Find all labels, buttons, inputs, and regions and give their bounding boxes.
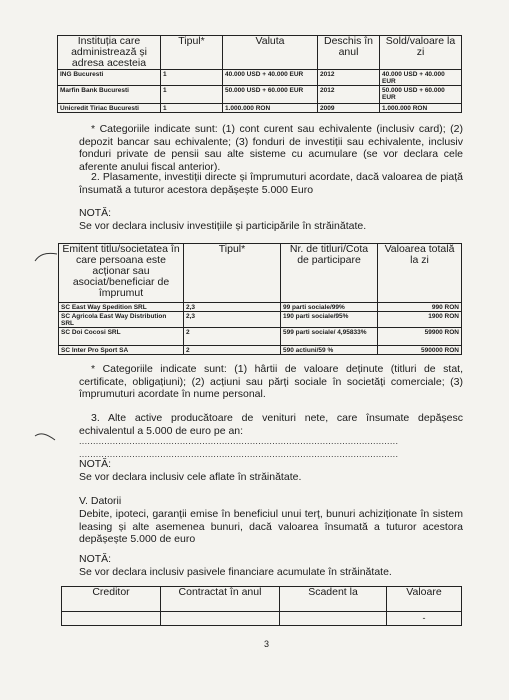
section-2-title: 2. Plasamente, investiții directe și împrumuturi acordate, dacă valoarea de piață însumată a tuturor acestora depășește 5.000 Euro <box>79 171 463 196</box>
categories-note-1: * Categoriile indicate sunt: (1) cont curent sau echivalente (inclusiv card); (2) depozit bancar sau echivalente; (3) fonduri de investiții sau echivalente, inclusiv fonduri private de pensii sau alte sisteme cu acumulare (se vor declara cele aferente anului fiscal anterior). <box>79 123 463 173</box>
table-row <box>59 328 462 346</box>
table-cell <box>161 612 280 626</box>
table-header-row <box>58 36 462 70</box>
table-header-cell: Valoare <box>387 587 462 612</box>
categories-note-2: * Categoriile indicate sunt: (1) hârtii de valoare deținute (titluri de stat, certificate, obligațiuni); (2) acțiuni sau părți sociale în societăți comerciale; (3) împrumuturi acordate în nume personal. <box>79 363 463 400</box>
table-cell: 2,3 <box>184 303 281 312</box>
section-3-title: 3. Alte active producătoare de venituri nete, care însumate depășesc echivalentul a 5.000 de euro pe an: <box>79 412 463 437</box>
debts-table <box>61 586 462 626</box>
table-cell: SC Agricola East Way Distribution SRL <box>59 312 184 328</box>
table-header-cell: Tipul* <box>184 244 281 303</box>
table-row <box>59 346 462 355</box>
table-row <box>59 303 462 312</box>
table-header-cell: Valuta <box>223 36 318 70</box>
nota-text: Se vor declara inclusiv investițiile și participările în străinătate. <box>79 220 367 232</box>
bank-accounts-table <box>57 35 462 113</box>
table-cell: 2 <box>184 346 281 355</box>
table-row <box>58 104 462 113</box>
table-cell: SC East Way Spedition SRL <box>59 303 184 312</box>
table-cell: 50.000 USD + 60.000 EUR <box>223 86 318 104</box>
table-header-cell: Contractat în anul <box>161 587 280 612</box>
table-cell: 2012 <box>318 70 380 86</box>
nota-text: Se vor declara inclusiv cele aflate în străinătate. <box>79 471 302 483</box>
table-row <box>59 312 462 328</box>
nota-label: NOTĂ: <box>79 553 112 565</box>
table-cell: ING Bucuresti <box>58 70 161 86</box>
table-cell: SC Doi Cocosi SRL <box>59 328 184 346</box>
table-cell: 2 <box>184 328 281 346</box>
table-cell: 1900 RON <box>378 312 462 328</box>
table-header-cell: Deschis în anul <box>318 36 380 70</box>
nota-text: Se vor declara inclusiv pasivele financiare acumulate în străinătate. <box>79 566 392 578</box>
table-cell: 2012 <box>318 86 380 104</box>
table-cell: SC Inter Pro Sport SA <box>59 346 184 355</box>
table-cell: 59900 RON <box>378 328 462 346</box>
table-row <box>62 612 462 626</box>
table-cell: 1 <box>161 86 223 104</box>
table-cell: 1.000.000 RON <box>380 104 462 113</box>
table-cell: 40.000 USD + 40.000 EUR <box>380 70 462 86</box>
table-header-cell: Instituția care administrează și adresa acesteia <box>58 36 161 70</box>
table-header-cell: Nr. de titluri/Cota de participare <box>281 244 378 303</box>
table-row <box>58 70 462 86</box>
table-cell: Unicredit Tiriac Bucuresti <box>58 104 161 113</box>
table-cell: 599 parti sociale/ 4,95833% <box>281 328 378 346</box>
table-header-cell: Valoarea totală la zi <box>378 244 462 303</box>
nota-label: NOTĂ: <box>79 458 112 470</box>
table-cell: Marfin Bank Bucuresti <box>58 86 161 104</box>
table-cell: 2009 <box>318 104 380 113</box>
blank-line: .................................................................................................................. <box>79 449 399 459</box>
table-cell: 990 RON <box>378 303 462 312</box>
table-cell: 590 actiuni/59 % <box>281 346 378 355</box>
table-cell: 1 <box>161 104 223 113</box>
table-cell: 99 parti sociale/99% <box>281 303 378 312</box>
table-cell <box>280 612 387 626</box>
table-cell: 1 <box>161 70 223 86</box>
investments-table <box>58 243 462 355</box>
table-header-cell: Creditor <box>62 587 161 612</box>
nota-label: NOTĂ: <box>79 207 112 219</box>
table-header-cell: Emitent titlu/societatea în care persoana este acționar sau asociat/beneficiar de împrumut <box>59 244 184 303</box>
table-cell: 190 parti sociale/95% <box>281 312 378 328</box>
table-header-row <box>59 244 462 303</box>
blank-line: .................................................................................................................. <box>79 436 399 446</box>
table-cell: 40.000 USD + 40.000 EUR <box>223 70 318 86</box>
table-row <box>58 86 462 104</box>
table-header-cell: Sold/valoare la zi <box>380 36 462 70</box>
table-cell <box>62 612 161 626</box>
section-5-text: Debite, ipoteci, garanții emise în beneficiul unui terț, bunuri achiziționate în sistem leasing și alte asemenea bunuri, dacă valoarea însumată a tuturor acestora depășește 5.000 de euro <box>79 508 463 545</box>
table-header-cell: Tipul* <box>161 36 223 70</box>
table-cell: 590000 RON <box>378 346 462 355</box>
table-cell: 50.000 USD + 60.000 EUR <box>380 86 462 104</box>
margin-pen-mark <box>33 249 59 265</box>
margin-pen-mark <box>33 430 57 444</box>
table-cell: - <box>387 612 462 626</box>
section-5-title: V. Datorii <box>79 495 122 507</box>
table-header-cell: Scadent la <box>280 587 387 612</box>
table-cell: 2,3 <box>184 312 281 328</box>
table-cell: 1.000.000 RON <box>223 104 318 113</box>
table-header-row <box>62 587 462 612</box>
page-number: 3 <box>264 639 270 649</box>
